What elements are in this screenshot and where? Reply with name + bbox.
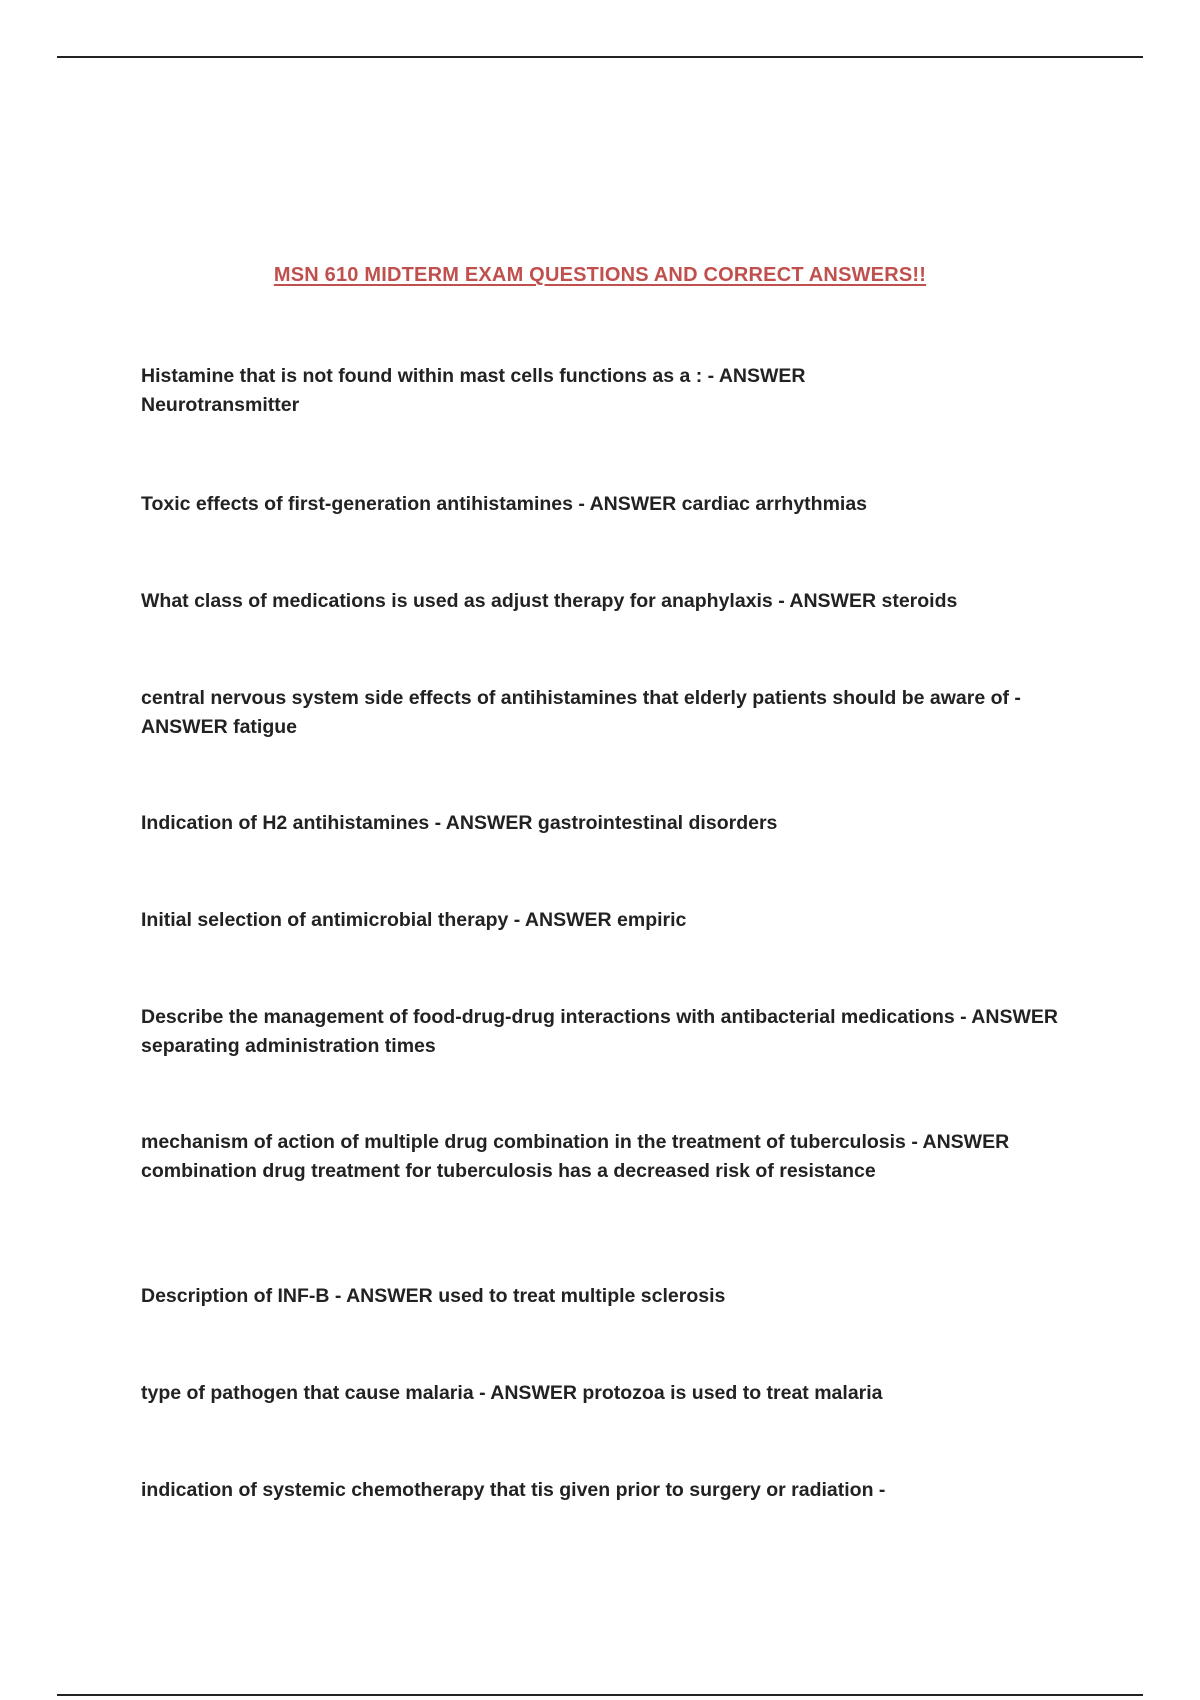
question-text: central nervous system side effects of antihistamines that elderly patients should be aware of - ANSWER: [141, 687, 1021, 738]
qa-item: [141, 906, 1071, 935]
question-text: Indication of H2 antihistamines - ANSWER: [141, 812, 533, 834]
answer-text: Neurotransmitter: [141, 394, 300, 416]
qa-item: [141, 1128, 1021, 1186]
answer-text: cardiac arrhythmias: [681, 493, 868, 515]
qa-item: [141, 809, 1071, 838]
qa-item: [141, 1282, 1071, 1311]
answer-text: protozoa is used to treat malaria: [582, 1382, 883, 1404]
question-text: type of pathogen that cause malaria - ANSWER: [141, 1382, 577, 1404]
question-text: indication of systemic chemotherapy that tis given prior to surgery or radiation -: [141, 1479, 886, 1501]
qa-item: [141, 1476, 1071, 1505]
answer-text: steroids: [881, 590, 958, 612]
answer-text: gastrointestinal disorders: [537, 812, 778, 834]
answer-text: fatigue: [233, 716, 298, 738]
qa-item: [141, 490, 1071, 519]
bottom-rule: [57, 1694, 1143, 1696]
question-text: Description of INF-B - ANSWER: [141, 1285, 433, 1307]
answer-text: empiric: [617, 909, 687, 931]
qa-item: [141, 1379, 1071, 1408]
answer-text: combination drug treatment for tuberculosis has a decreased risk of resistance: [141, 1160, 876, 1182]
question-text: Toxic effects of first-generation antihistamines - ANSWER: [141, 493, 677, 515]
top-rule: [57, 56, 1143, 58]
question-text: What class of medications is used as adjust therapy for anaphylaxis - ANSWER: [141, 590, 877, 612]
question-text: mechanism of action of multiple drug combination in the treatment of tuberculosis - ANSWER: [141, 1131, 1010, 1153]
question-text: Initial selection of antimicrobial therapy - ANSWER: [141, 909, 612, 931]
qa-item: [141, 362, 1071, 420]
document-title: MSN 610 MIDTERM EXAM QUESTIONS AND CORRECT ANSWERS!!: [273, 264, 927, 286]
qa-item: [141, 1003, 1066, 1061]
qa-item: [141, 587, 1071, 616]
question-text: Histamine that is not found within mast cells functions as a : - ANSWER: [141, 365, 806, 387]
question-text: Describe the management of food-drug-drug interactions with antibacterial medications - ANSWER: [141, 1006, 1058, 1028]
answer-text: separating administration times: [141, 1035, 436, 1057]
answer-text: used to treat multiple sclerosis: [438, 1285, 726, 1307]
qa-item: [141, 684, 1041, 742]
